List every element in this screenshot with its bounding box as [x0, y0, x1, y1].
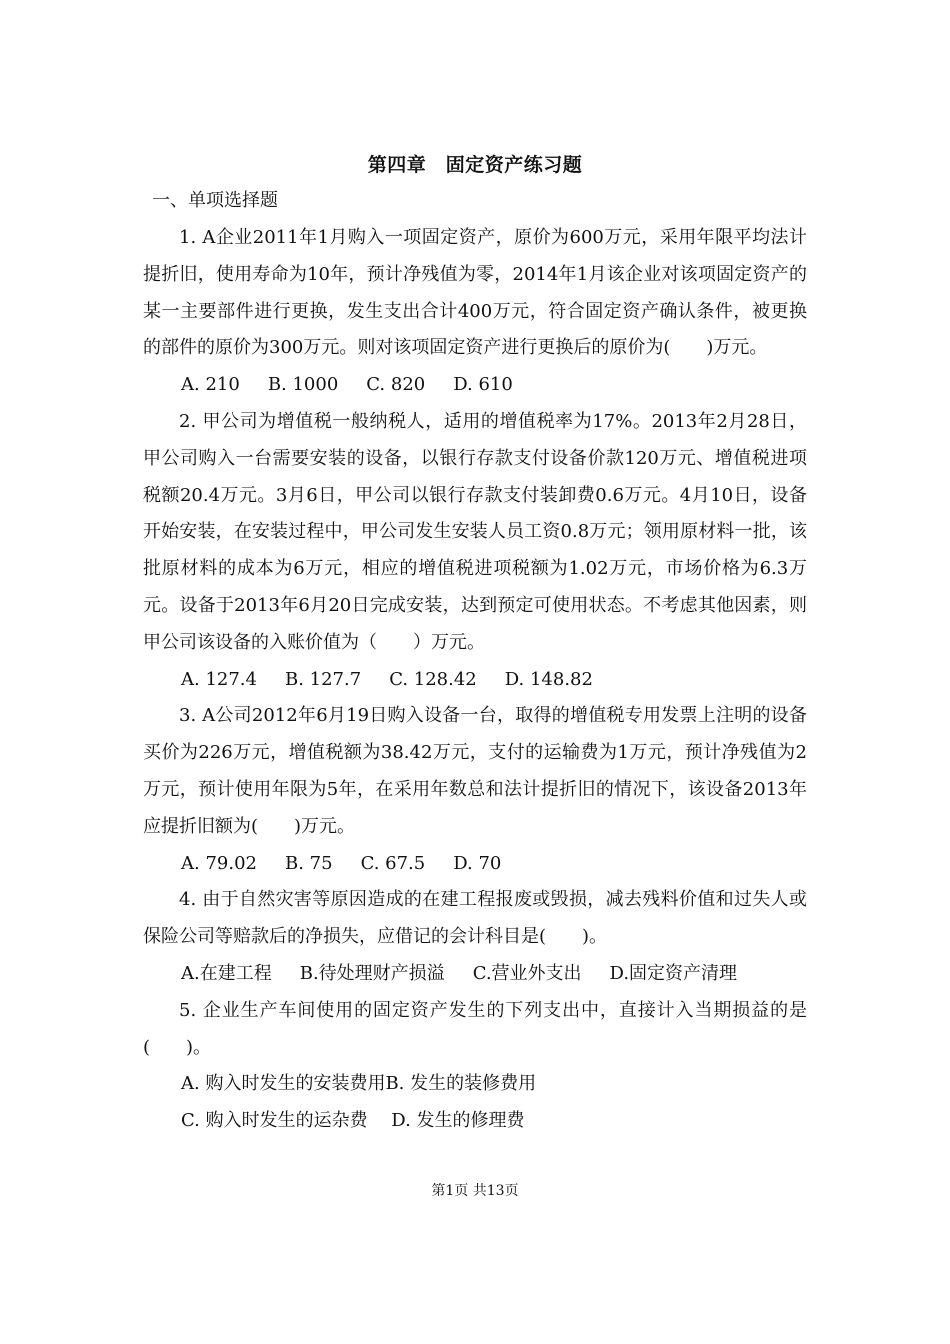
section-heading: 一、单项选择题 [152, 190, 278, 211]
option-a: A. 127.4 [181, 668, 257, 690]
question-2-options [181, 662, 807, 699]
chapter-title: 第四章 固定资产练习题 [367, 154, 583, 176]
option-a: A.在建工程 [181, 962, 272, 984]
option-d: D. 70 [453, 852, 502, 874]
option-d: D.固定资产清理 [609, 962, 738, 984]
question-4: 4. 由于自然灾害等原因造成的在建工程报废或毁损，减去残料价值和过失人或保险公司等赔款后的净损失，应借记的会计科目是( )。 [143, 889, 807, 948]
question-1: 1. A企业2011年1月购入一项固定资产，原价为600万元，采用年限平均法计提折旧，使用寿命为10年，预计净残值为零，2014年1月该企业对该项固定资产的某一主要部件进行更换，发生支出合计400万元，符合固定资产确认条件，被更换的部件的原价为300万元。则对该项固定资产进行更换后的原价为( )万元。 [143, 227, 807, 359]
option-b: B. 1000 [267, 374, 339, 396]
option-c: C. 820 [366, 374, 426, 396]
question-1-options [181, 367, 807, 404]
option-c: C. 128.42 [389, 668, 477, 690]
option-a: A. 210 [181, 374, 240, 396]
question-4-options [181, 956, 807, 993]
page-footer: 第1页 共13页 [431, 1183, 519, 1199]
option-d: D. 148.82 [504, 668, 593, 690]
question-3-options [181, 846, 807, 883]
question-3: 3. A公司2012年6月19日购入设备一台，取得的增值税专用发票上注明的设备买价为226万元，增值税额为38.42万元，支付的运输费为1万元，预计净残值为2万元，预计使用年限为5年，在采用年数总和法计提折旧的情况下，该设备2013年应提折旧额为( )万元。 [143, 705, 807, 837]
question-5-options-line1: A. 购入时发生的安装费用B. 发生的装修费用 [181, 1073, 537, 1095]
question-2: 2. 甲公司为增值税一般纳税人，适用的增值税率为17%。2013年2月28日，甲公司购入一台需要安装的设备，以银行存款支付设备价款120万元、增值税进项税额20.4万元。3月6日，甲公司以银行存款支付装卸费0.6万元。4月10日，设备开始安装，在安装过程中，甲公司发生安装人员工资0.8万元；领用原材料一批，该批原材料的成本为6万元，相应的增值税进项税额为1.02万元，市场价格为6.3万元。设备于2013年6月20日完成安装，达到预定可使用状态。不考虑其他因素，则甲公司该设备的入账价值为（ ）万元。 [143, 410, 807, 653]
option-b: B. 127.7 [284, 668, 362, 690]
option-a: A. 79.02 [181, 852, 257, 874]
option-d: D. 610 [453, 374, 513, 396]
question-5-options-line2: C. 购入时发生的运杂费 D. 发生的修理费 [181, 1110, 525, 1132]
option-c: C.营业外支出 [472, 962, 582, 984]
option-b: B.待处理财产损溢 [299, 962, 445, 984]
question-list [143, 220, 807, 1140]
option-c: C. 67.5 [360, 852, 426, 874]
question-5: 5. 企业生产车间使用的固定资产发生的下列支出中，直接计入当期损益的是( )。 [143, 999, 807, 1058]
option-b: B. 75 [284, 852, 333, 874]
